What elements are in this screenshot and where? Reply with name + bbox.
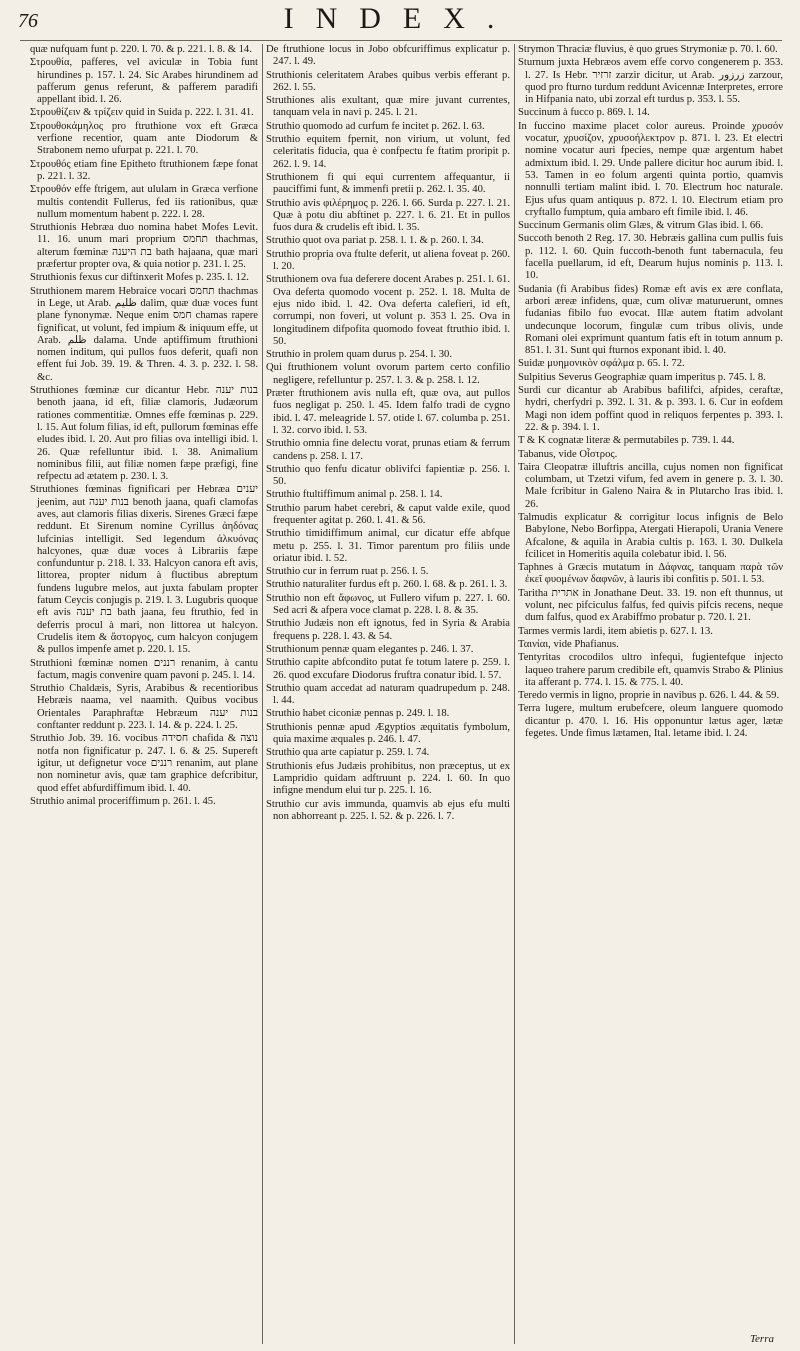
index-column-2 [266,44,510,1344]
index-entry: Taphnes à Græcis mutatum in Δάφνας, tanquam παρὰ τῶν ἐκεῖ φυομένων δαφνῶν, à lauris ibi confitis p. 501. l. 53. [518,562,783,586]
index-entry: Struthio cur avis immunda, quamvis ab ejus efu multi non abhorreant p. 225. l. 52. & p. 226. l. 7. [266,798,510,822]
index-entry: Struthionis efus Judæis prohibitus, non præceptus, ut ex Lampridio quidam adftruunt p. 224. l. 60. In quo infigne mendum elui tur p. 225. l. 16. [266,760,510,797]
index-entry: Struthio quo fenfu dicatur oblivifci fapientiæ p. 256. l. 50. [266,463,510,488]
index-entry: Struthio quomodo ad curfum fe incitet p. 262. l. 63. [266,120,485,132]
index-entry: Succoth benoth 2 Reg. 17. 30. Hebræis gallina cum pullis fuis p. 112. l. 60. Quin fuccoth-benoth funt tabernacula, feu facella puellarum, id eft, Dearum hujus nominis p. 113. l. 10. [518,233,783,282]
index-entry: Struthio naturaliter furdus eft p. 260. l. 68. & p. 261. l. 3. [266,579,508,591]
index-entry: Struthiones fœminas fignificari per Hebræa יענים jeenim, aut בנות יענה benoth jaana, quafi clamofas aves, aut clamoris filias dixeris. Sirenes Græci fæpe reddunt. Et Sirenum nomine Cyrillus ἀηδόνας lufcinias intelligit. Sed legendum ἀλκυόνας halcyones, quæ duæ voces à Librariis fæpe confunduntur p. 218. l. 33. Halcyon canora eft avis, littorea, propter nidum à fluctibus abreptum fundens lugubre melos, aut juxta fabulam propter fatum Ceycis conjugis p. 219. l. 3. Lugubris quoque eft avis בת יענה bath jaana, feu ftruthio, fed in deferris procul à mari, non littorea ut halcyon. Crudelis item & ἄστοργος, cum halcyon conjugem & pullos impenfe amet p. 220. l. 15. [30,484,258,656]
index-entry: Tentyritas crocodilos ultro infequi, fugientefque injecto laqueo trahere parum credibile eft, quamvis Strabo & Plinius ita afferant p. 774. l. 15. & 775. l. 40. [518,652,783,688]
index-entry: Talmudis explicatur & corrigitur locus infignis de Belo Babylone, Nebo Borfippa, Atergati Hierapoli, Urania Venere Afcalone, & aquila in Arabia cultis p. 163. l. 30. Dulkela fcilicet in Homeritis aquila colebatur ibid. l. 56. [518,511,783,560]
index-entry: Struthiones fœminæ cur dicantur Hebr. בנות יענה benoth jaana, id eft, filiæ clamoris, Judæorum rationes commentitiæ. Omnes effe fœminas p. 229. l. 15. Aut folum filias, id eft, pullorum fœminas effe eludes ibid. l. 20. Aut pro filias ova intelligi ibid. l. 26. Quæ refelluntur ibid. l. 38. Animalium nominibus filii, aut filiæ nomen fæpe præfigi, fine refpectu ad ætatem p. 230. l. 3. [30,385,258,483]
index-entry: Strymon Thraciæ fluvius, è quo grues Strymoniæ p. 70. l. 60. [518,44,778,55]
index-entry: Στρουθοκάμηλος pro ftruthione vox eft Græca verfione recentior, quam ante Diodorum & Strabonem nemo ufurpat p. 221. l. 70. [30,120,258,157]
index-entry: Struthio in prolem quam durus p. 254. l. 30. [266,349,452,361]
index-entry: Struthio Chaldæis, Syris, Arabibus & recentioribus Hebræis naama, vel naamith. Quibus vocibus Orientales Paraphraftæ Hebræum בנות יענה conftanter reddunt p. 223. l. 14. & p. 224. l. 25. [30,683,258,732]
index-entry: Præter ftruthionem avis nulla eft, quæ ova, aut pullos fuos negligat p. 250. l. 45. Idem falfo tradi de cygno ibid. l. 47. meleagride l. 57. otide l. 67. columba p. 251. l. 32. corvo ibid. l. 53. [266,388,510,436]
index-entry: Tarmes vermis lardi, item abietis p. 627. l. 13. [518,625,713,637]
index-entry: Struthio habet ciconiæ pennas p. 249. l. 18. [266,708,450,720]
index-entry: Struthio cur in ferrum ruat p. 256. l. 5. [266,566,429,578]
index-entry: Struthio quot ova pariat p. 258. l. 1. & p. 260. l. 34. [266,235,484,247]
index-entry: De ftruthione locus in Jobo obfcuriffimus explicatur p. 247. l. 49. [266,44,510,68]
index-entry: Struthio Judæis non eft ignotus, fed in Syria & Arabia frequens p. 228. l. 43. & 54. [266,618,510,642]
index-entry: Teredo vermis in ligno, proprie in navibus p. 626. l. 44. & 59. [518,690,780,702]
catchword: Terra [749,1333,774,1345]
index-entry: Qui ftruthionem volunt ovorum partem certo confilio negligere, refelluntur p. 257. l. 3. & p. 258. l. 12. [266,362,510,386]
index-entry: Sturnum juxta Hebræos avem effe corvo congenerem p. 353. l. 27. Is Hebr. זרזיר zarzir dicitur, ut Arab. زرزور zarzour, quod pro fturno turdum reddunt Avicennæ Interpretes, errore in Hifpania nato, ubi zorzal eft turdus p. 353. l. 55. [518,57,783,106]
index-column-1 [30,44,258,1344]
index-entry: Struthio qua arte capiatur p. 259. l. 74. [266,747,430,759]
index-entry: Struthio non eft ἄφωνος, ut Fullero vifum p. 227. l. 60. Sed acri & afpera voce clamat p. 228. l. 8. & 35. [266,592,510,617]
index-entry: Ταινίαι, vide Phafianus. [518,638,619,650]
index-entry: Struthio ftultiffimum animal p. 258. l. 14. [266,489,443,501]
index-entry: Tabanus, vide Οἶστρος. [518,448,618,460]
index-entry: Struthionum pennæ quam elegantes p. 246. l. 37. [266,643,474,655]
index-entry: Struthio omnia fine delectu vorat, prunas etiam & ferrum candens p. 258. l. 17. [266,438,510,462]
index-entry: Struthio avis φιλέρημος p. 226. l. 66. Surda p. 227. l. 21. Quæ à potu diu abftinet p. 227. l. 6. 21. Et in pullos fuos dura & crudelis eft ibid. l. 35. [266,197,510,234]
index-entry: Struthionem marem Hebraice vocari תחמס thachmas in Lege, ut Arab. ظليم dalim, quæ duæ voces funt plane fynonymæ. Neque enim חמס chamas rapere fignificat, ut volunt, fed impium & iniquum effe, ut Arab. ظلم dalama. Unde aptiffimum ftruthioni nomen inditum, qui pullos fuos deferit, quafi non effent fui Job. 39. 19. & Thren. 4. 3. p. 232. l. 58. &c. [30,285,258,383]
index-entry: Struthionis fexus cur diftinxerit Mofes p. 235. l. 12. [30,272,249,284]
index-entry: Struthionem ova fua deferere docent Arabes p. 251. l. 61. Ova deferta quomodo vocent p. 252. l. 18. Multa de ejus nido ibid. l. 42. Ova deferta calefieri, id eft, corrumpi, non foveri, ut volunt p. 353 l. 25. Ova in longitudinem difpofita quomodo foveat ftruthio ibid. l. 50. [266,274,510,347]
index-entry: Struthio Job. 39. 16. vocibus חסידה chafida & נוצה notfa non fignificatur p. 247. l. 6. & 25. Supereft igitur, ut defignetur voce רננים renanim, aut plane non nominetur avis, quæ tam graphice defcribitur, quod effet abfurdiffimum ibid. l. 40. [30,733,258,794]
index-entry: Suidæ μυημονικὸν σφάλμα p. 65. l. 72. [518,358,685,370]
index-entry: Στρουθός etiam fine Epitheto ftruthionem fæpe fonat p. 221. l. 32. [30,158,258,182]
index-column-3 [518,44,783,1344]
index-entry: quæ nufquam funt p. 220. l. 70. & p. 221. l. 8. & 14. [30,44,252,55]
index-entry: Struthionis celeritatem Arabes quibus verbis efferant p. 262. l. 55. [266,69,510,93]
running-head: INDEX. [283,2,517,35]
index-entry: Struthio equitem fpernit, non virium, ut volunt, fed celeritatis fiducia, qua è confpectu fe ftatim proripit p. 262. l. 9. 14. [266,134,510,170]
index-entry: Struthionis pennæ apud Ægyptios æquitatis fymbolum, quia maxime æquales p. 246. l. 47. [266,721,510,746]
index-entry: Στρουθία, pafferes, vel aviculæ in Tobia funt hirundines p. 157. l. 24. Sic Arabes hirundinem ad pafferum genus referunt, & pafferem paradifi appellant ibid. l. 26. [30,57,258,106]
index-entry: Sulpitius Severus Geographiæ quam imperitus p. 745. l. 8. [518,371,766,383]
column-divider [262,44,263,1344]
index-entry: Struthio capite abfcondito putat fe totum latere p. 259. l. 26. quod excufare Diodorus fruftra conatur ibid. l. 57. [266,657,510,681]
index-entry: Terra lugere, multum erubefcere, oleum languere quomodo dicantur p. 470. l. 16. His opponuntur lætus ager, lætæ fegetes. Unde fimus lætamen, Ital. letame ibid. l. 24. [518,703,783,740]
index-entry: Struthio animal proceriffimum p. 261. l. 45. [30,795,216,807]
index-entry: Struthio quam accedat ad naturam quadrupedum p. 248. l. 44. [266,682,510,707]
index-entry: Taira Cleopatræ illuftris ancilla, cujus nomen non fignificat columbam, ut Tzetzi vifum, fed avem in genere p. 3. l. 30. Male fcribitur in Galeno Naira & in Plutarcho Iras ibid. l. 26. [518,461,783,510]
index-entry: Sudania (fi Arabibus fides) Romæ eft avis ex ære conflata, arbori æreæ infidens, quæ, cum olivæ maturuerunt, omnes fudanias fibilo fuo evocat. Illæ autem ftatim advolant undecunque locorum, fingulæ cum tribus olivis, unde Romani olei exprimunt quantum fatis eft in totum annum p. 851. l. 31. Sunt qui fturnos exponant ibid. l. 40. [518,283,783,357]
index-entry: T & K cognatæ literæ & permutabiles p. 739. l. 44. [518,435,735,447]
column-divider [514,44,515,1344]
index-entry: Struthioni fœminæ nomen רננים renanim, à cantu factum, magis convenire quam pavoni p. 245. l. 14. [30,657,258,681]
index-entry: Taritha אתרית in Jonathane Deut. 33. 19. non eft thunnus, ut volunt, nec pifciculus falfus, fed quivis pifcis recens, neque dum falfus, quod ex Arabiffmo probatur p. 720. l. 21. [518,587,783,624]
index-entry: Στρουθίζειν & τρίζειν quid in Suida p. 222. l. 31. 41. [30,107,254,119]
index-entry: In fuccino maxime placet color aureus. Proinde χρυσόν vocatur, χρυσίζον, χρυσοήλεκτρον p. 871. l. 23. Et electri nomine vocatur auri fpecies, nempe quæ argentum habet admixtum ibid. l. 29. Unde pallere dicitur hoc aurum ibid. l. 53. Tamen in eo folum argenti quinta portio, quamvis nonnulli tertiam malint ibid. l. 70. Electrum hoc naturale. Ejus ufus quam antiquus p. 872. l. 10. Electrum etiam pro cryftallo fumptum, quia ambaro eft fimile ibid. l. 46. [518,120,783,218]
index-entry: Succinum Germanis olim Glæs, & vitrum Glas ibid. l. 66. [518,220,764,232]
index-entry: Struthio parum habet cerebri, & caput valde exile, quod frequenter agitat p. 260. l. 41. & 56. [266,502,510,526]
index-entry: Struthiones alis exultant, quæ mire juvant currentes, tanquam vela in navi p. 245. l. 21. [266,95,510,119]
index-entry: Struthionis Hebræa duo nomina habet Mofes Levit. 11. 16. unum mari proprium תחמס thachmas, alterum fœminæ בת היענה bath hajaana, quæ mari præfertur propter ova, & quia notior p. 231. l. 25. [30,222,258,271]
index-entry: Στρουθόν effe ftrigem, aut ululam in Græca verfione multis contendit Fullerus, fed iis rationibus, quæ nullum momentum habent p. 222. l. 28. [30,184,258,220]
page-header [0,2,800,42]
header-rule [20,40,782,41]
index-entry: Succinum à fucco p. 869. l. 14. [518,107,650,119]
page-number: 76 [18,10,38,32]
index-entry: Struthio propria ova ftulte deferit, ut aliena foveat p. 260. l. 20. [266,248,510,273]
index-entry: Struthio timidiffimum animal, cur dicatur effe abfque metu p. 255. l. 31. Timor parentum pro filiis unde oriatur ibid. l. 52. [266,528,510,564]
index-entry: Surdi cur dicantur ab Arabibus bafilifci, afpides, ceraftæ, hydri, cherfydri p. 392. l. 31. & p. 393. l. 6. Cur in eofdem Magi non idem poffint quod in reliquos ferpentes p. 393. l. 22. & p. 394. l. 1. [518,385,783,433]
index-entry: Struthionem fi qui equi currentem affequantur, ii pauciffimi funt, & immenfi pretii p. 262. l. 35. 40. [266,171,510,196]
